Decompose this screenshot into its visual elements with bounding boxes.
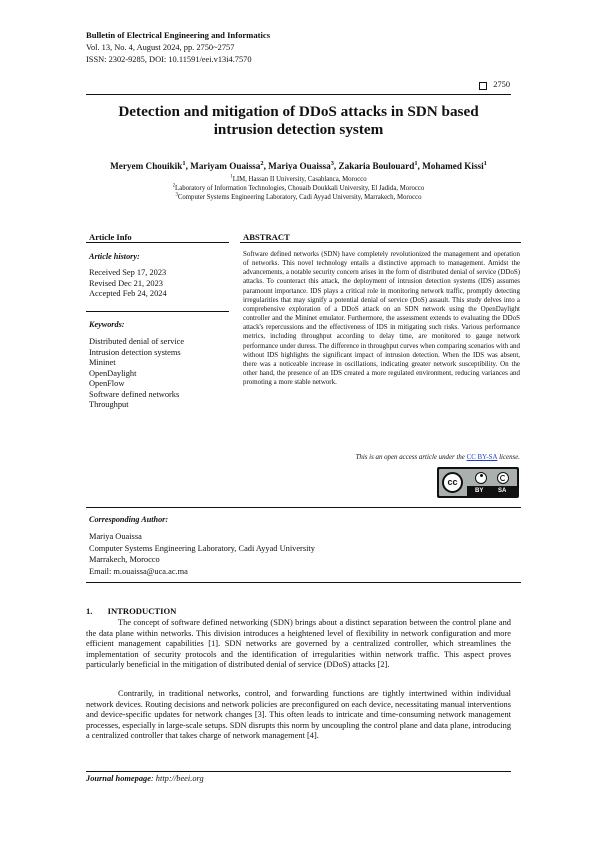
keyword-item: Intrusion detection systems: [89, 347, 181, 357]
title-line-2: intrusion detection system: [213, 121, 384, 138]
history-list: [89, 268, 229, 300]
cc-badge-inner: [439, 469, 517, 496]
abstract-rule: [240, 242, 521, 243]
info-divider: [86, 311, 229, 312]
journal-homepage[interactable]: [86, 774, 204, 783]
keywords-heading: Keywords:: [89, 320, 125, 329]
keyword-list: [89, 337, 229, 411]
author-sup: 1: [414, 159, 418, 167]
corresponding-heading: Corresponding Author:: [89, 515, 169, 524]
affil-text: Computer Systems Engineering Laboratory, Cadi Ayyad University, Marrakech, Morocco: [177, 194, 422, 201]
intro-number: 1.: [86, 606, 93, 616]
author-name: Zakaria Boulouard: [338, 161, 415, 171]
journal-name: Bulletin of Electrical Engineering and Informatics: [86, 30, 271, 40]
homepage-label: Journal homepage: [86, 774, 151, 783]
author-sup: 1: [483, 159, 487, 167]
corr-line: Email: m.ouaissa@uca.ac.ma: [89, 566, 188, 576]
page-number: 2750: [493, 80, 510, 89]
by-person-icon: [475, 472, 487, 484]
keyword-item: OpenDaylight: [89, 368, 137, 378]
sa-share-icon: [497, 472, 509, 484]
affiliation: [86, 193, 511, 202]
page-box-icon: [479, 82, 487, 90]
author-sup: 2: [260, 159, 264, 167]
cc-badge-strip: [467, 486, 517, 496]
author-name: Mariya Ouaissa: [268, 161, 331, 171]
affil-sup: 2: [172, 183, 176, 189]
affiliation: [86, 184, 511, 193]
info-bottom-rule: [86, 507, 521, 508]
cc-logo-icon: cc: [442, 472, 463, 493]
article-info-heading: Article Info: [89, 232, 132, 242]
author-name: Meryem Chouikik: [110, 161, 183, 171]
badge-by-label: BY: [475, 488, 484, 494]
homepage-url: : http://beei.org: [150, 774, 204, 783]
history-heading: Article history:: [89, 252, 140, 261]
volume-line: Vol. 13, No. 4, August 2024, pp. 2750~2757: [86, 43, 235, 52]
corresponding-details: [89, 531, 315, 577]
corr-line: Mariya Ouaissa: [89, 532, 142, 541]
corr-line: Marrakech, Morocco: [89, 555, 160, 564]
intro-title: INTRODUCTION: [107, 606, 177, 616]
footer-rule: [86, 771, 511, 772]
title-line-1: Detection and mitigation of DDoS attacks in SDN based: [118, 103, 479, 120]
intro-paragraph-2: Contrarily, in traditional networks, control, and forwarding functions are tightly intertwined within individual network devices. Routing decisions and network policies are preconfigured on each device, necessitating manual interventions and device-specific updates for network changes [3]. This often leads to intricate and time-consuming network management processes, especially in large-scale setups. SDN disrupts this norm by uncoupling the control plane and data plane, introducing a centralized controller that takes charge of network management [4].: [86, 689, 512, 741]
paper-title: [86, 103, 511, 139]
badge-sa-label: SA: [498, 488, 507, 494]
history-item: Accepted Feb 24, 2024: [89, 289, 167, 298]
history-item: Revised Dec 21, 2023: [89, 278, 163, 288]
author-sup: 3: [330, 159, 334, 167]
abstract-text: Software defined networks (SDN) have completely revolutionized the management and operation of networks. This novel technology entails a distinctive approach to management. Amidst the advancements, a notable security concern arises in the form of distributed denial of service (DDoS) attacks. To counteract this attack, the deployment of intrusion detection systems (IDS) assumes paramount importance. IDS plays a critical role in monitoring network traffic, promptly detecting irregularities that may signify a potential denial of service (DoS) assault. This study delves into a comprehensive exploration of a DDoS attack on an SDN network using the OpenDaylight controller and the Mininet emulator. Furthermore, the assessment extends to evaluating the DDoS attack's repercussions and the effectiveness of IDS in mitigating such risks. Various performance metrics, including throughput according to delay time, are monitored to gauge network performance under duress. The difference in throughput curves when comparing scenarios with and without IDS highlights the significant impact of intrusion detection. When the IDS was absent, there was a noticeable increase in oscillations, indicating greater network susceptibility. On the other hand, the presence of an IDS created a more regulated environment, reducing variances and promoting a more stable network.: [243, 250, 520, 387]
license-prefix: This is an open access article under the: [355, 454, 467, 461]
keyword-item: Throughput: [89, 400, 129, 409]
license-link[interactable]: CC BY-SA: [466, 454, 498, 461]
author-list: Meryem Chouikik$^1$, Mariyam Ouaissa$^2$, Mariya Ouaissa$^3$, Zakaria Boulouard$^1$, Mohamed Kissi$^1$: [110, 159, 487, 171]
author-sup: 1: [182, 159, 186, 167]
keyword-item: Mininet: [89, 358, 116, 367]
affil-text: LIM, Hassan II University, Casablanca, Morocco: [232, 176, 367, 183]
affil-text: Laboratory of Information Technologies, Chouaib Doukkali University, El Jadida, Morocco: [175, 185, 425, 192]
corr-line: Computer Systems Engineering Laboratory, Cadi Ayyad University: [89, 543, 315, 553]
abstract-heading: ABSTRACT: [243, 232, 290, 242]
history-item: Received Sep 17, 2023: [89, 268, 167, 277]
author-name: Mariyam Ouaissa: [190, 161, 261, 171]
cc-by-sa-badge[interactable]: [437, 467, 519, 498]
license-suffix: license.: [497, 454, 520, 461]
affil-sup: 1: [230, 174, 233, 180]
header-rule: [86, 94, 511, 95]
author-name: Mohamed Kissi: [422, 161, 484, 171]
intro-heading: [86, 606, 176, 616]
keyword-item: OpenFlow: [89, 379, 125, 388]
intro-paragraph-1: The concept of software defined networking (SDN) brings about a distinct separation between the control plane and the data plane within networks. This division introduces a heightened level of flexibility in network configuration and more efficient management capabilities [1]. SDN networks are governed by a centralized controller, which streamlines the implementation of security protocols and the identification of irregularities within network traffic. This aspect proves particularly beneficial in the mitigation of distributed denial of service (DDoS) attacks [2].: [86, 618, 511, 670]
corresponding-rule: [86, 582, 521, 583]
affil-sup: 3: [175, 192, 178, 198]
info-rule: [86, 242, 229, 243]
license-line: [243, 454, 520, 461]
issn-line: ISSN: 2302-9285, DOI: 10.11591/eei.v13i4.7570: [86, 55, 252, 64]
keyword-item: Distributed denial of service: [89, 337, 185, 346]
affiliation: [86, 175, 511, 184]
keyword-item: Software defined networks: [89, 389, 180, 399]
